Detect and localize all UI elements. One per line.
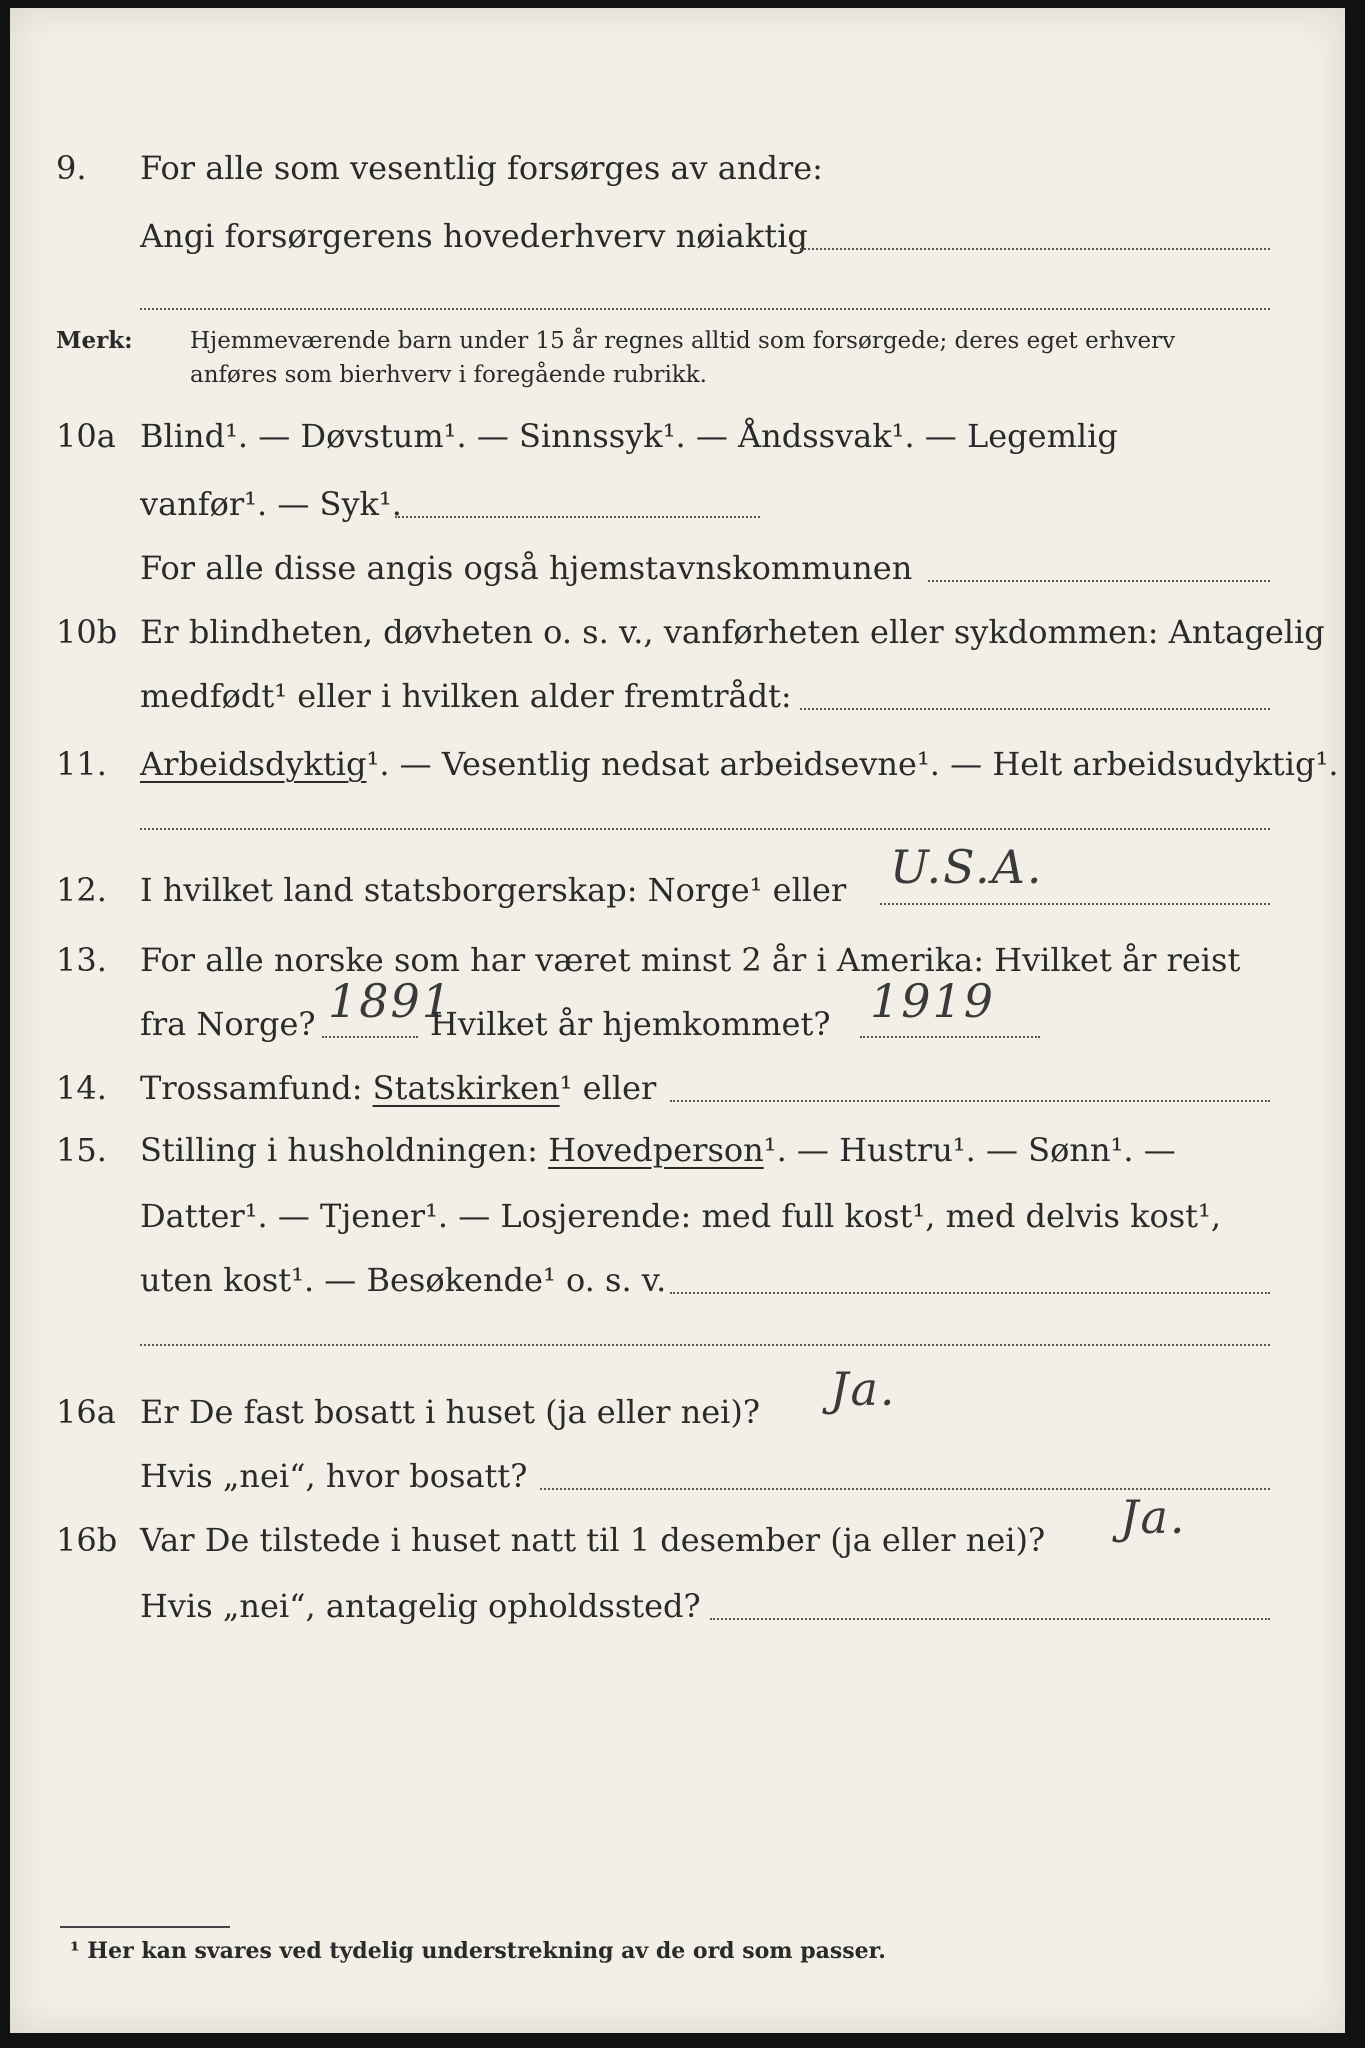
q16a-line2: Hvis „nei“, hvor bosatt?: [140, 1457, 528, 1495]
q13-line2a: fra Norge?: [140, 1005, 316, 1043]
q11-underlined-answer: Arbeidsdyktig: [140, 745, 367, 783]
q12-handwritten-answer: U.S.A.: [890, 840, 1044, 894]
q16b-line1: Var De tilstede i huset natt til 1 desember (ja eller nei)?: [140, 1521, 1046, 1559]
q16b-answer-line: [710, 1618, 1270, 1620]
footnote: ¹ Her kan svares ved tydelig understrekning av de ord som passer.: [70, 1938, 886, 1964]
q14-text: [140, 1068, 656, 1108]
q16b-handwritten-answer: Ja.: [1120, 1490, 1187, 1544]
q16a-line1: Er De fast bosatt i huset (ja eller nei)?: [140, 1393, 761, 1431]
q13-number: 13.: [56, 941, 107, 979]
q15-number: 15.: [56, 1131, 107, 1169]
divider: [140, 308, 1270, 310]
census-form-page: [10, 8, 1345, 2033]
q15-pre: Stilling i husholdningen:: [140, 1131, 538, 1169]
q13-answer-returned: 1919: [870, 974, 996, 1028]
q14-underlined-answer: Statskirken: [372, 1069, 560, 1107]
q12-answer-line: [880, 903, 1270, 905]
q13-answer-departed: 1891: [328, 974, 454, 1028]
q16a-handwritten-answer: Ja.: [830, 1362, 897, 1416]
q10a-line3: For alle disse angis også hjemstavnskommunen: [140, 549, 913, 587]
q10b-answer-line: [800, 708, 1270, 710]
divider: [140, 1344, 1270, 1346]
merk-line2: anføres som bierhverv i foregående rubrikk.: [190, 362, 707, 388]
q9-line1: For alle som vesentlig forsørges av andre:: [140, 149, 823, 187]
q10a-answer-line: [395, 516, 760, 518]
q16a-number: 16a: [56, 1393, 116, 1431]
merk-label: Merk:: [56, 327, 133, 354]
q15-line1-rest: ¹. — Hustru¹. — Sønn¹. —: [763, 1131, 1176, 1169]
q13-line1: For alle norske som har været minst 2 år i Amerika: Hvilket år reist: [140, 941, 1241, 979]
q16b-line2: Hvis „nei“, antagelig opholdssted?: [140, 1587, 701, 1625]
q10b-line1: Er blindheten, døvheten o. s. v., vanførheten eller sykdommen: Antagelig: [140, 613, 1325, 651]
q11-text: [140, 744, 1339, 784]
q9-number: 9.: [56, 149, 87, 187]
merk-line1: Hjemmeværende barn under 15 år regnes alltid som forsørgede; deres eget erhverv: [190, 328, 1176, 354]
q13-departed-line: [322, 1036, 418, 1038]
q10b-line2: medfødt¹ eller i hvilken alder fremtrådt:: [140, 677, 792, 715]
q11-number: 11.: [56, 745, 107, 783]
q10a-line2: vanfør¹. — Syk¹.: [140, 485, 402, 523]
q15-line3: uten kost¹. — Besøkende¹ o. s. v.: [140, 1261, 667, 1299]
q13-returned-line: [860, 1036, 1040, 1038]
q11-rest: ¹. — Vesentlig nedsat arbeidsevne¹. — Helt arbeidsudyktig¹.: [366, 745, 1339, 783]
q15-line2: Datter¹. — Tjener¹. — Losjerende: med full kost¹, med delvis kost¹,: [140, 1197, 1222, 1235]
q15-underlined-answer: Hovedperson: [548, 1131, 764, 1169]
q9-answer-line: [800, 248, 1270, 250]
q14-post: ¹ eller: [559, 1069, 657, 1107]
divider: [140, 828, 1270, 830]
q12-text: I hvilket land statsborgerskap: Norge¹ eller: [140, 871, 847, 909]
q10a-number: 10a: [56, 417, 116, 455]
q14-number: 14.: [56, 1069, 107, 1107]
q14-answer-line: [670, 1100, 1270, 1102]
q14-pre: Trossamfund:: [140, 1069, 363, 1107]
q15-line1: [140, 1130, 1176, 1170]
footnote-rule: [60, 1926, 230, 1928]
q15-answer-line: [670, 1292, 1270, 1294]
q13-line2b: Hvilket år hjemkommet?: [430, 1005, 831, 1043]
q9-line2: Angi forsørgerens hovederhverv nøiaktig: [140, 217, 808, 255]
q16b-number: 16b: [56, 1521, 118, 1559]
q10a-home-line: [928, 580, 1270, 582]
q10a-line1: Blind¹. — Døvstum¹. — Sinnssyk¹. — Åndssvak¹. — Legemlig: [140, 417, 1118, 455]
q12-number: 12.: [56, 871, 107, 909]
q10b-number: 10b: [56, 613, 118, 651]
